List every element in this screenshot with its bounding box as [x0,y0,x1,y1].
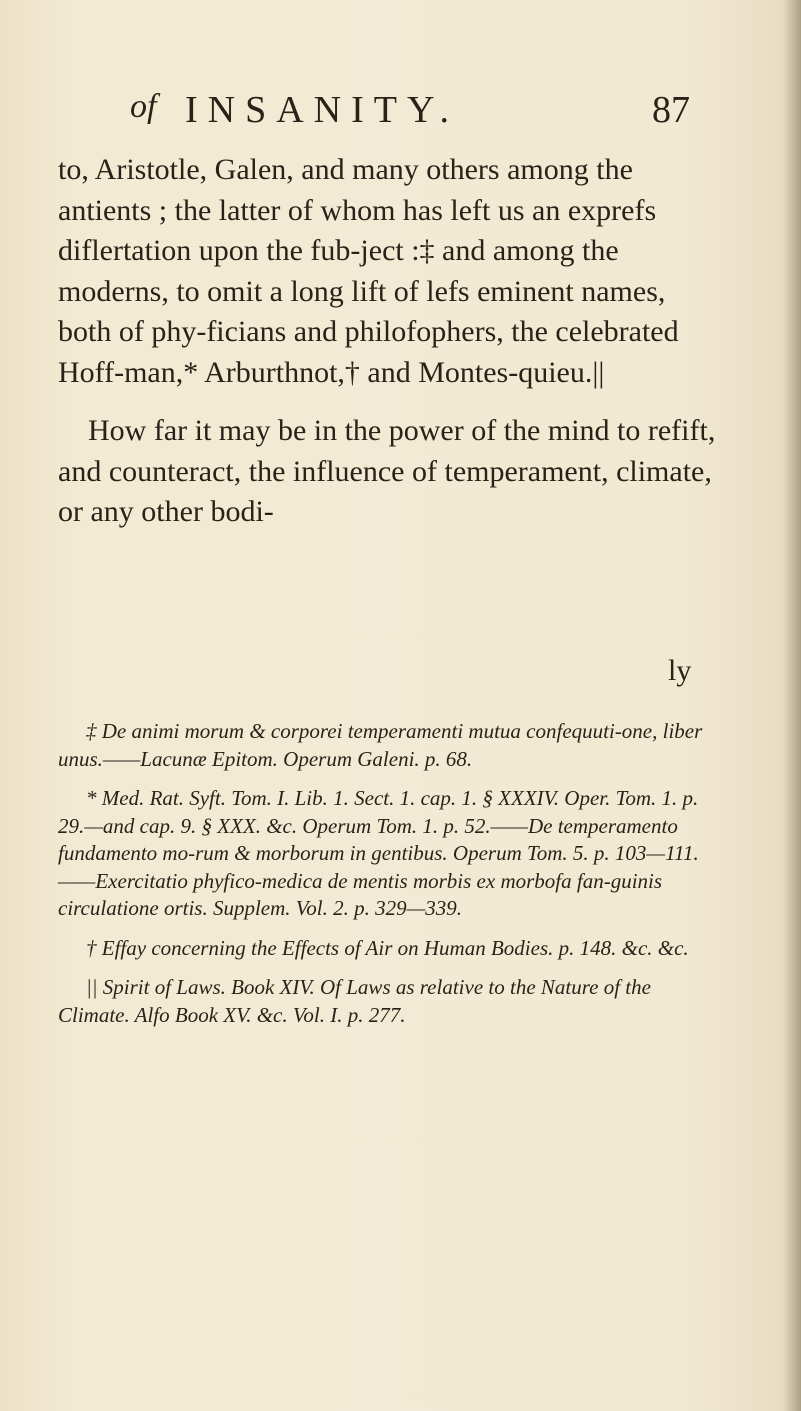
footnote-2: * Med. Rat. Syft. Tom. I. Lib. 1. Sect. 1. cap. 1. § XXXIV. Oper. Tom. 1. p. 29.—and cap. 9. § XXX. &c. Operum Tom. 1. p. 52.——De temperamento fundamento mo-rum & morborum in gentibus. Operum Tom. 5. p. 103—111. ——Exercitatio phyfico-medica de mentis morbis ex morbofa fan-guinis circulatione ortis. Supplem. Vol. 2. p. 329—339. [58,786,699,920]
header-title: INSANITY. [185,89,460,131]
footnote-4: || Spirit of Laws. Book XIV. Of Laws as relative to the Nature of the Climate. Alfo Book XV. &c. Vol. I. p. 277. [58,975,651,1027]
main-text [58,150,718,533]
paragraph-2: How far it may be in the power of the mind to refift, and counteract, the influence of temperament, climate, or any other bodi- [58,414,716,528]
footnote-1: ‡ De animi morum & corporei temperamenti mutua confequuti-one, liber unus.——Lacunæ Epitom. Operum Galeni. p. 68. [58,719,703,771]
footnote-3: † Effay concerning the Effects of Air on Human Bodies. p. 148. &c. &c. [86,935,689,960]
page-number: 87 [652,89,690,131]
header-of: of [130,88,157,125]
paragraph-1: to, Aristotle, Galen, and many others among the antients ; the latter of whom has left us an exprefs diflertation upon the fub-ject :‡ and among the moderns, to omit a long lift of lefs eminent names, both of phy-ficians and philofophers, the celebrated Hoff-man,* Arburthnot,† and Montes-quieu.|| [58,153,679,389]
catchword: ly [668,654,692,687]
running-header [130,88,690,138]
footnotes [58,718,720,1041]
page-edge-shadow [783,0,801,1411]
